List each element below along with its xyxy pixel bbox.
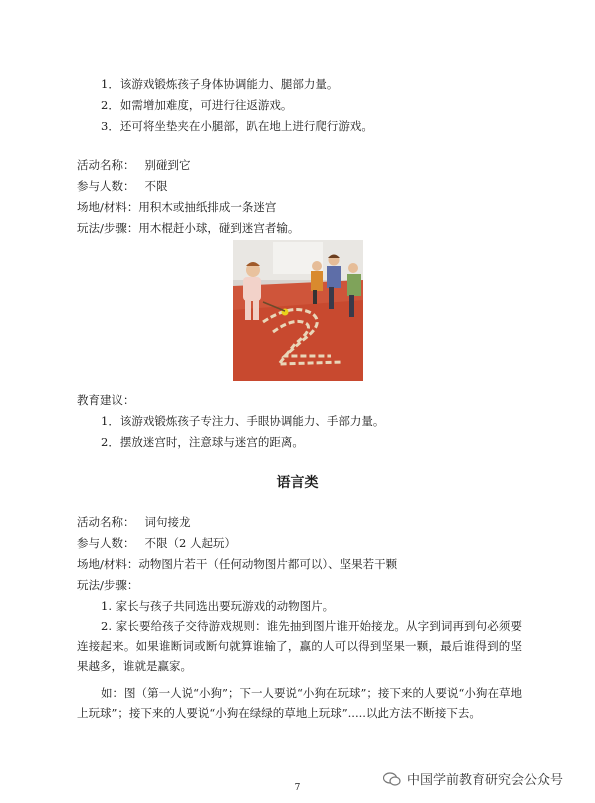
activity2-people-value: 不限（2 人起玩）	[144, 536, 236, 550]
activity1-name-label: 活动名称：	[77, 158, 135, 172]
activity1-method-label: 玩法/步骤：	[77, 221, 139, 235]
activity1-people-label: 参与人数：	[77, 179, 135, 193]
activity2-people	[77, 535, 236, 551]
activity1-name	[77, 157, 191, 173]
activity1-method-value: 用木棍赶小球，碰到迷宫者输。	[138, 221, 300, 235]
activity2-venue-label: 场地/材料：	[77, 557, 139, 571]
activity2-venue-value: 动物图片若干（任何动物图片都可以）、坚果若干颗	[138, 557, 398, 571]
activity2-venue	[77, 556, 397, 572]
activity1-name-value: 别碰到它	[144, 158, 191, 172]
activity1-venue-value: 用积木或抽纸排成一条迷宫	[138, 200, 277, 214]
tip-top-3: 3．还可将坐垫夹在小腿部，趴在地上进行爬行游戏。	[101, 119, 373, 133]
activity1-method	[77, 220, 299, 236]
activity1-people-value: 不限	[144, 179, 168, 193]
activity2-people-label: 参与人数：	[77, 536, 135, 550]
activity1-venue	[77, 199, 276, 215]
activity2-name	[77, 514, 191, 530]
suggestion-item-1: 1．该游戏锻炼孩子专注力、手眼协调能力、手部力量。	[101, 414, 385, 428]
activity2-name-value: 词句接龙	[144, 515, 191, 529]
activity2-step-2: 2. 家长要给孩子交待游戏规则：谁先抽到图片谁开始接龙。从字到词再到句必须要连接起来。如果谁断词或断句就算谁输了，赢的人可以得到坚果一颗，最后谁得到的坚果越多，谁就是赢家。	[77, 619, 522, 673]
tip-top-2: 2．如需增加难度，可进行往返游戏。	[101, 98, 293, 112]
activity2-method-label: 玩法/步骤：	[77, 578, 139, 592]
activity2-step-1: 1. 家长与孩子共同选出要玩游戏的动物图片。	[101, 599, 335, 613]
section-title: 语言类	[276, 475, 319, 491]
suggestion-item-2: 2．摆放迷宫时，注意球与迷宫的距离。	[101, 435, 304, 449]
children-maze-game-photo	[233, 240, 363, 381]
suggestion-heading: 教育建议：	[77, 393, 135, 407]
activity1-people	[77, 178, 168, 194]
activity2-name-label: 活动名称：	[77, 515, 135, 529]
tip-top-1: 1．该游戏锻炼孩子身体协调能力、腿部力量。	[101, 77, 339, 91]
watermark-text: 中国学前教育研究会公众号	[407, 773, 564, 788]
activity2-step-3: 如：图（第一人说“小狗”；下一人要说“小狗在玩球”；接下来的人要说“小狗在草地上玩球”；接下来的人要说“小狗在绿绿的草地上玩球”.....以此方法不断接下去。	[77, 686, 522, 720]
page-number: 7	[294, 783, 301, 793]
activity1-venue-label: 场地/材料：	[77, 200, 139, 214]
